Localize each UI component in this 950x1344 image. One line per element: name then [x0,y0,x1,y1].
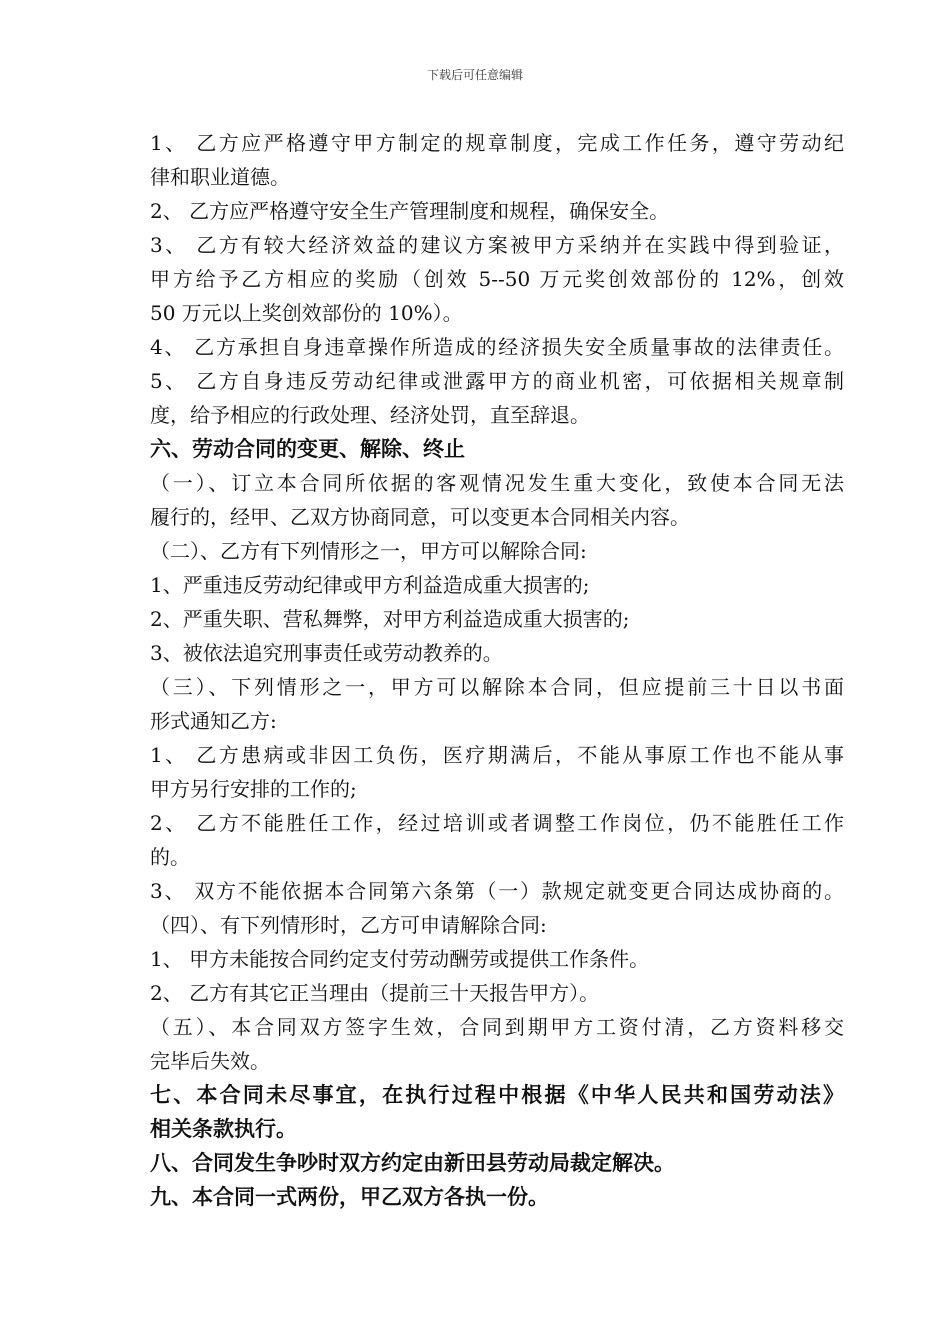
paragraph-line: 3、被依法追究刑事责任或劳动教养的。 [150,641,503,665]
section-heading-line: 六、劳动合同的变更、解除、终止 [150,437,465,461]
paragraph-line: 2、 乙方有其它正当理由（提前三十天报告甲方）。 [150,981,600,1005]
paragraph-line: 1、 乙方患病或非因工负伤，医疗期满后，不能从事原工作也不能从事 [150,743,844,767]
paragraph-line: 度，给予相应的行政处理、经济处罚，直至辞退。 [150,403,590,427]
section-heading-line: 八、合同发生争吵时双方约定由新田县劳动局裁定解决。 [150,1151,675,1175]
paragraph-line: 4、 乙方承担自身违章操作所造成的经济损失安全质量事故的法律责任。 [150,335,844,359]
paragraph-line: 3、 乙方有较大经济效益的建议方案被甲方采纳并在实践中得到验证， [150,233,844,257]
paragraph-line: （一）、订立本合同所依据的客观情况发生重大变化，致使本合同无法 [150,471,844,495]
paragraph-line: 1、 乙方应严格遵守甲方制定的规章制度，完成工作任务，遵守劳动纪 [150,131,844,155]
paragraph-line: 形式通知乙方: [150,709,277,733]
paragraph-line: 的。 [150,845,190,869]
paragraph-line: （四）、有下列情形时，乙方可申请解除合同: [150,913,547,937]
paragraph-line: 1、严重违反劳动纪律或甲方利益造成重大损害的; [150,573,590,597]
paragraph-line: （五）、本合同双方签字生效，合同到期甲方工资付清，乙方资料移交 [150,1015,844,1039]
paragraph-line: 2、 乙方应严格遵守安全生产管理制度和规程，确保安全。 [150,199,670,223]
paragraph-line: 3、 双方不能依据本合同第六条第（一）款规定就变更合同达成协商的。 [150,879,844,903]
paragraph-line: 甲方另行安排的工作的; [150,777,357,801]
paragraph-line: 5、 乙方自身违反劳动纪律或泄露甲方的商业机密，可依据相关规章制 [150,369,844,393]
paragraph-line: 甲方给予乙方相应的奖励（创效 5--50 万元奖创效部份的 12%，创效 [150,267,844,291]
paragraph-line: 1、 甲方未能按合同约定支付劳动酬劳或提供工作条件。 [150,947,650,971]
paragraph-line: 履行的，经甲、乙双方协商同意，可以变更本合同相关内容。 [150,505,690,529]
section-heading-line: 七、本合同未尽事宜，在执行过程中根据《中华人民共和国劳动法》 [150,1083,844,1107]
page-header: 下载后可任意编辑 [426,68,523,82]
paragraph-line: 2、严重失职、营私舞弊，对甲方利益造成重大损害的; [150,607,630,631]
paragraph-line: （二）、乙方有下列情形之一，甲方可以解除合同: [150,539,587,563]
paragraph-line: 2、 乙方不能胜任工作，经过培训或者调整工作岗位，仍不能胜任工作 [150,811,844,835]
document-body [150,126,844,1214]
paragraph-line: （三）、下列情形之一，甲方可以解除本合同，但应提前三十日以书面 [150,675,844,699]
paragraph-line: 50 万元以上奖创效部份的 10%）。 [150,301,463,325]
section-heading-line: 九、本合同一式两份，甲乙双方各执一份。 [150,1185,549,1209]
paragraph-line: 律和职业道德。 [150,165,290,189]
section-heading-line: 相关条款执行。 [150,1117,297,1141]
text-lines [150,126,844,1214]
paragraph-line: 完毕后失效。 [150,1049,270,1073]
